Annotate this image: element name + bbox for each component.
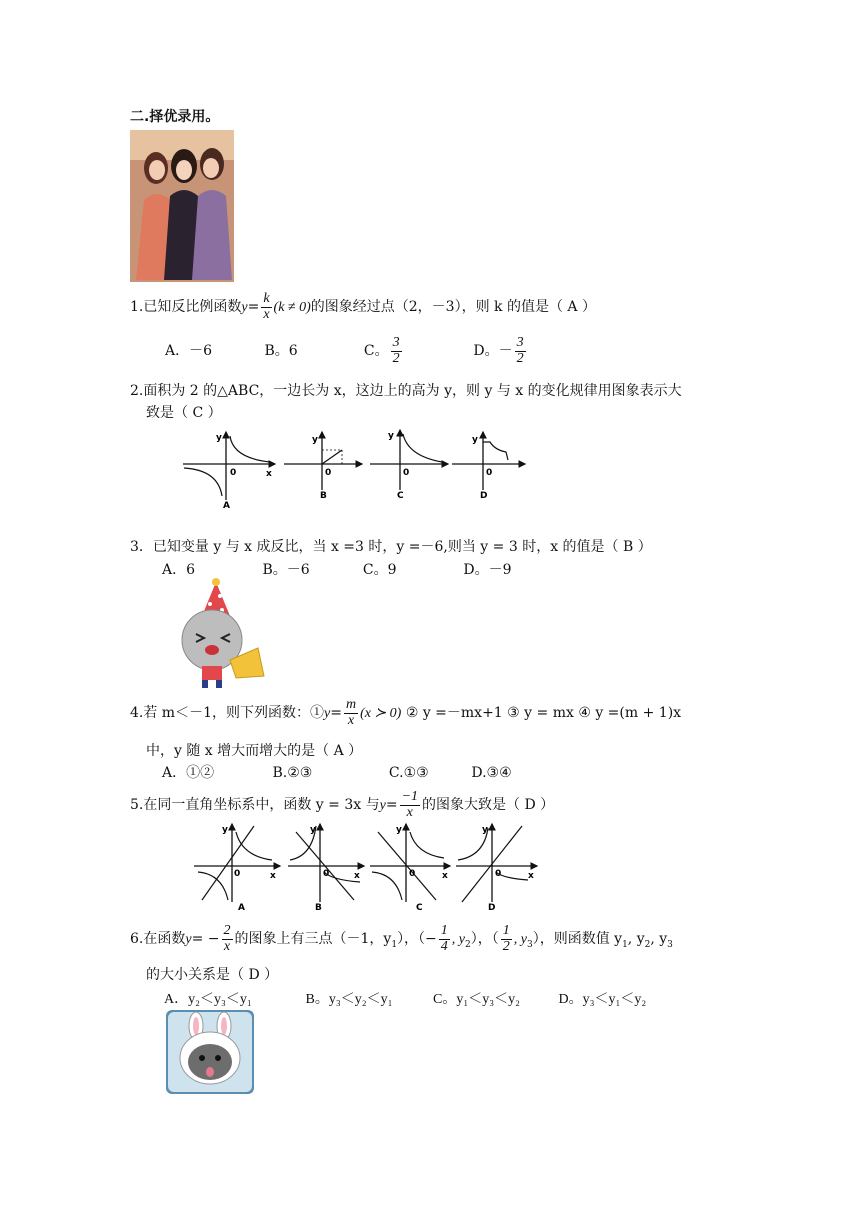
q1-option-d: D。－ $\frac{3}{2}$ [473,335,524,366]
svg-text:y: y [310,825,316,835]
q2-graph-a [183,432,275,508]
q6-option-d: D。y₃＜y₁＜y₂ [558,992,647,1007]
q5-graph-b [288,824,364,912]
svg-text:x: x [266,469,272,479]
question-5: 5.在同一直角坐标系中，函数 y = 3x 与y= $\frac{-1}{x}$ 的图象大致是（ D ） [130,789,555,820]
q1-option-c: C。 $\frac{3}{2}$ [363,335,400,366]
q1-option-b: B。6 [264,343,298,360]
question-6-line1: 6.在函数y= − $\frac{2}{x}$ 的图象上有三点（－1，$y_1$），（− $\frac{1}{4}$ , $y_2$），（ $\frac{1}{2}$ , $y_3$），则函数值 $y_1$, $y_2$, $y_3$ [130,923,673,954]
svg-text:y: y [472,435,478,445]
svg-text:C: C [397,491,404,501]
svg-text:y: y [388,431,394,441]
svg-text:0: 0 [323,869,330,879]
question-2-line2: 致是（ C ） [146,405,222,421]
svg-text:0: 0 [495,869,502,879]
svg-text:0: 0 [486,468,493,478]
svg-text:y: y [222,825,228,835]
svg-text:0: 0 [409,869,416,879]
fraction-neg1-over-x: $\frac{-1}{x}$ [401,789,419,820]
svg-text:x: x [528,871,534,881]
svg-text:y: y [216,433,222,443]
q2-graph-b [284,432,362,501]
q2-graph-c [370,430,448,501]
svg-text:B: B [320,491,327,501]
svg-text:A: A [238,903,245,912]
question-2-line1: 2.面积为 2 的△ABC，一边长为 x，这边上的高为 y，则 y 与 x 的变化规律用图象表示大 [130,383,682,399]
q5-graph-a [194,824,280,912]
q6-option-b: B。y₃＜y₂＜y₁ [305,992,393,1007]
question-3: 3．已知变量 y 与 x 成反比，当 x =3 时，y =－6,则当 y = 3 时，x 的值是（ B ） [130,539,652,555]
svg-text:A: A [223,501,230,508]
q4-option-c: C.①③ [388,765,429,781]
q1-options [165,336,528,366]
svg-text:D: D [480,491,488,501]
q3-option-d: D。－9 [463,562,512,578]
svg-text:y: y [482,825,488,835]
three-women-illustration [130,130,234,282]
svg-text:x: x [442,871,448,881]
svg-text:x: x [354,871,360,881]
svg-text:B: B [315,903,322,912]
svg-text:0: 0 [403,468,410,478]
q3-option-a: A．6 [162,562,196,578]
q6-options [164,988,646,1008]
question-4-line1: 4.若 m＜－1，则下列函数：①y= $\frac{m}{x}$ (x ≻ 0) ② y =－mx+1 ③ y = mx ④ y =(m + 1)x [130,697,682,728]
svg-text:0: 0 [325,468,332,478]
q6-option-a: A．y₂＜y₃＜y₁ [164,992,252,1007]
question-6-line2: 的大小关系是（ D ） [146,967,279,983]
q6-option-c: C。y₁＜y₃＜y₂ [433,992,520,1007]
fraction-m-over-x: $\frac{m}{x}$ [345,697,357,728]
q2-graph-d [452,432,525,501]
q4-option-a: A．①② [162,765,215,781]
q5-graphs [192,820,542,912]
svg-text:y: y [312,435,318,445]
section-title: 二.择优录用。 [130,109,220,125]
q4-option-d: D.③④ [471,765,512,781]
q3-options [162,559,512,579]
q1-option-a: A．－6 [165,343,213,360]
q4-options [162,762,512,782]
svg-text:y: y [396,825,402,835]
q3-option-b: B。－6 [262,562,310,578]
bunny-avatar-illustration [166,1010,254,1094]
svg-text:D: D [488,903,496,912]
svg-text:0: 0 [230,468,237,478]
q5-graph-d [456,824,537,912]
svg-text:x: x [270,871,276,881]
party-hat-cartoon [172,578,268,690]
q3-option-c: C。9 [362,562,397,578]
question-1: 1.已知反比例函数y= $\frac{k}{x}$ (k ≠ 0)的图象经过点（2，－3），则 k 的值是（ A ） [130,291,596,322]
q4-option-b: B.②③ [272,765,313,781]
q2-graphs [180,428,530,508]
question-4-line2: 中，y 随 x 增大而增大的是（ A ） [146,743,363,759]
q5-graph-c [370,824,450,912]
svg-text:C: C [416,903,423,912]
svg-text:0: 0 [234,869,241,879]
fraction-k-over-x: $\frac{k}{x}$ [263,291,270,322]
